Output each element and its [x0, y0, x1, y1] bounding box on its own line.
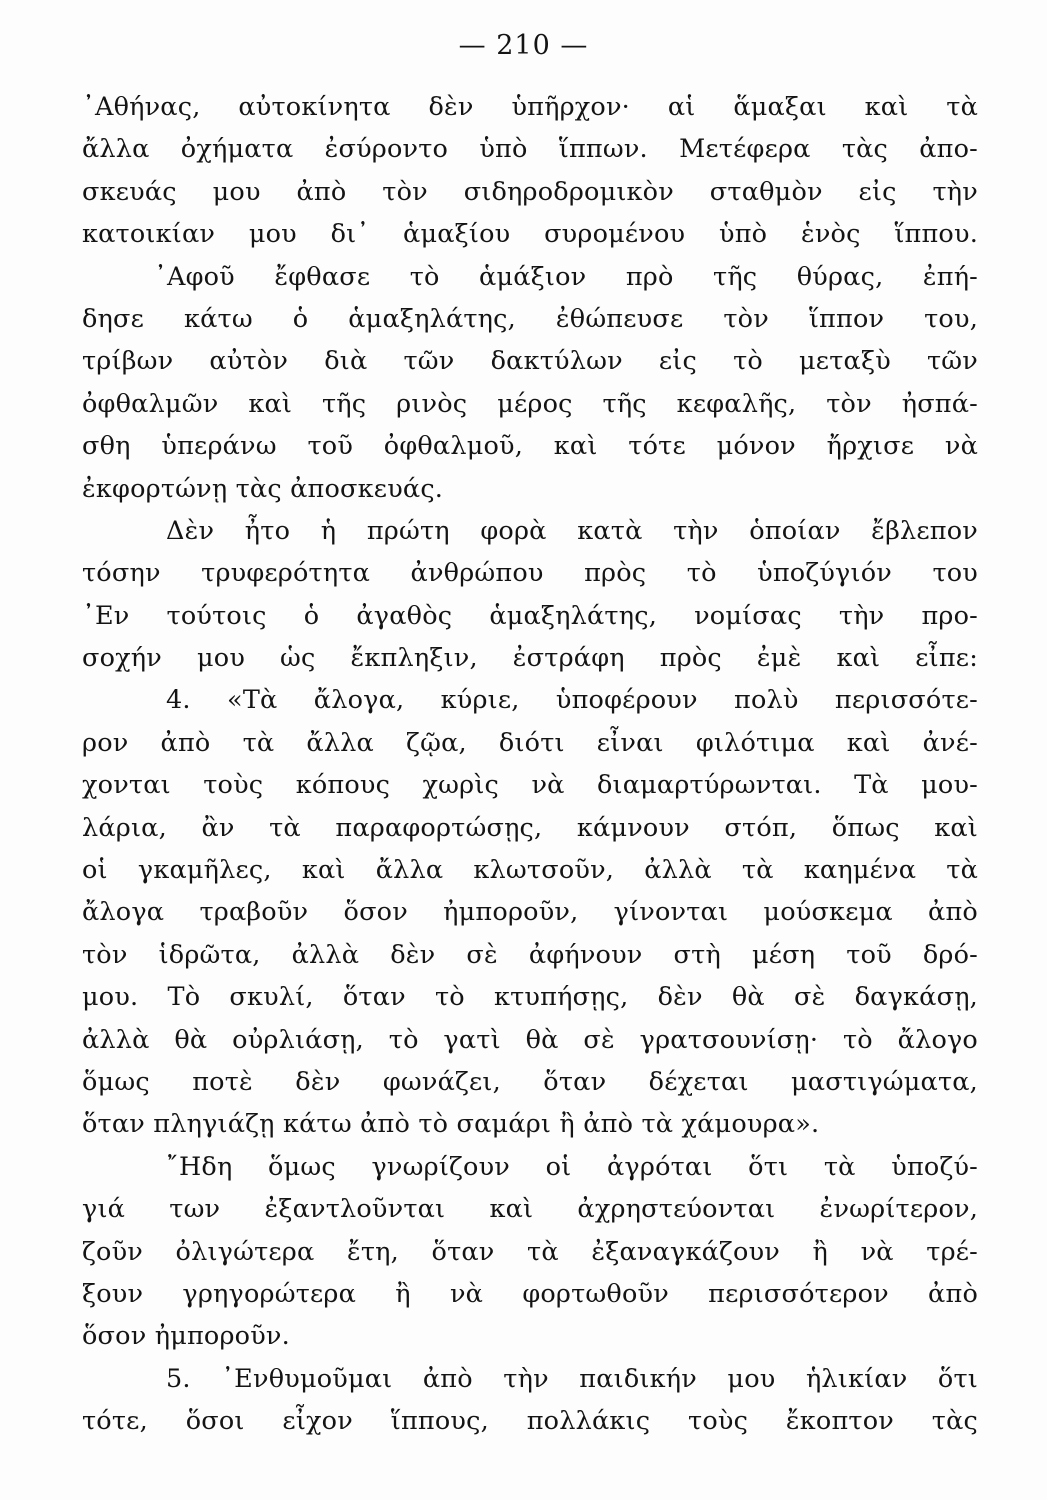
- text-line: ὅσον ἠμποροῦν.: [82, 1321, 290, 1352]
- text-line: ὅταν πληγιάζῃ κάτω ἀπὸ τὸ σαμάρι ἢ ἀπὸ τὰ χάμουρα».: [82, 1109, 820, 1140]
- text-line: σκευάς μου ἀπὸ τὸν σιδηροδρομικὸν σταθμὸν εἰς τὴν: [82, 176, 978, 207]
- text-line: ὅμως ποτὲ δὲν φωνάζει, ὅταν δέχεται μαστιγώματα,: [82, 1066, 978, 1097]
- text-line: ἄλογα τραβοῦν ὅσον ἠμποροῦν, γίνονται μούσκεμα ἀπὸ: [82, 897, 978, 928]
- text-line: οἱ γκαμῆλες, καὶ ἄλλα κλωτσοῦν, ἀλλὰ τὰ καημένα τὰ: [82, 855, 978, 886]
- text-line: σοχήν μου ὡς ἔκπληξιν, ἐστράφη πρὸς ἐμὲ καὶ εἶπε:: [82, 643, 978, 674]
- text-line: ᾿Αθήνας, αὐτοκίνητα δὲν ὑπῆρχον· αἱ ἅμαξαι καὶ τὰ: [82, 92, 978, 122]
- text-line: τὸν ἱδρῶτα, ἀλλὰ δὲν σὲ ἀφήνουν στὴ μέση τοῦ δρό-: [82, 939, 978, 970]
- text-line: ᾿Εν τούτοις ὁ ἀγαθὸς ἁμαξηλάτης, νομίσας τὴν προ-: [82, 600, 978, 631]
- text-line: ᾿Αφοῦ ἔφθασε τὸ ἁμάξιον πρὸ τῆς θύρας, ἐπή-: [154, 261, 978, 292]
- text-line: δησε κάτω ὁ ἁμαξηλάτης, ἐθώπευσε τὸν ἵππον του,: [82, 303, 978, 334]
- text-line: λάρια, ἂν τὰ παραφορτώσῃς, κάμνουν στόπ, ὅπως καὶ: [82, 812, 978, 843]
- text-line: ζοῦν ὀλιγώτερα ἔτη, ὅταν τὰ ἐξαναγκάζουν ἢ νὰ τρέ-: [82, 1236, 978, 1267]
- text-line: μου. Τὸ σκυλί, ὅταν τὸ κτυπήσῃς, δὲν θὰ σὲ δαγκάσῃ,: [82, 982, 978, 1013]
- text-line: ὀφθαλμῶν καὶ τῆς ρινὸς μέρος τῆς κεφαλῆς, τὸν ἠσπά-: [82, 388, 978, 419]
- text-line: ἀλλὰ θὰ οὐρλιάσῃ, τὸ γατὶ θὰ σὲ γρατσουνίσῃ· τὸ ἄλογο: [82, 1024, 978, 1055]
- text-line: ἄλλα ὀχήματα ἐσύροντο ὑπὸ ἵππων. Μετέφερα τὰς ἀπο-: [82, 134, 978, 165]
- text-line: ρον ἀπὸ τὰ ἄλλα ζῷα, διότι εἶναι φιλότιμα καὶ ἀνέ-: [82, 727, 978, 758]
- text-line: χονται τοὺς κόπους χωρὶς νὰ διαμαρτύρωνται. Τὰ μου-: [82, 770, 978, 801]
- text-line: γιά των ἐξαντλοῦνται καὶ ἀχρηστεύονται ἐνωρίτερον,: [82, 1194, 978, 1225]
- text-line: τρίβων αὐτὸν διὰ τῶν δακτύλων εἰς τὸ μεταξὺ τῶν: [82, 346, 978, 377]
- text-line: κατοικίαν μου δι᾿ ἁμαξίου συρομένου ὑπὸ ἑνὸς ἵππου.: [82, 219, 978, 250]
- text-line: 5. ᾿Ενθυμοῦμαι ἀπὸ τὴν παιδικήν μου ἡλικίαν ὅτι: [166, 1363, 978, 1394]
- text-line: ἐκφορτώνῃ τὰς ἀποσκευάς.: [82, 473, 444, 504]
- text-line: σθη ὑπεράνω τοῦ ὀφθαλμοῦ, καὶ τότε μόνον ἤρχισε νὰ: [82, 431, 978, 462]
- text-line: 4. «Τὰ ἄλογα, κύριε, ὑποφέρουν πολὺ περισσότε-: [166, 685, 978, 716]
- text-line: ῎Ηδη ὅμως γνωρίζουν οἱ ἀγρόται ὅτι τὰ ὑποζύ-: [166, 1151, 978, 1182]
- body-text: [82, 86, 978, 1443]
- text-line: ξουν γρηγορώτερα ἢ νὰ φορτωθοῦν περισσότερον ἀπὸ: [82, 1278, 978, 1309]
- text-line: τότε, ὅσοι εἶχον ἵππους, πολλάκις τοὺς ἔκοπτον τὰς: [82, 1406, 978, 1437]
- page-number: — 210 —: [458, 30, 589, 61]
- text-line: τόσην τρυφερότητα ἀνθρώπου πρὸς τὸ ὑποζύγιόν του: [82, 558, 978, 589]
- text-line: Δὲν ἦτο ἡ πρώτη φορὰ κατὰ τὴν ὁποίαν ἔβλεπον: [166, 515, 978, 546]
